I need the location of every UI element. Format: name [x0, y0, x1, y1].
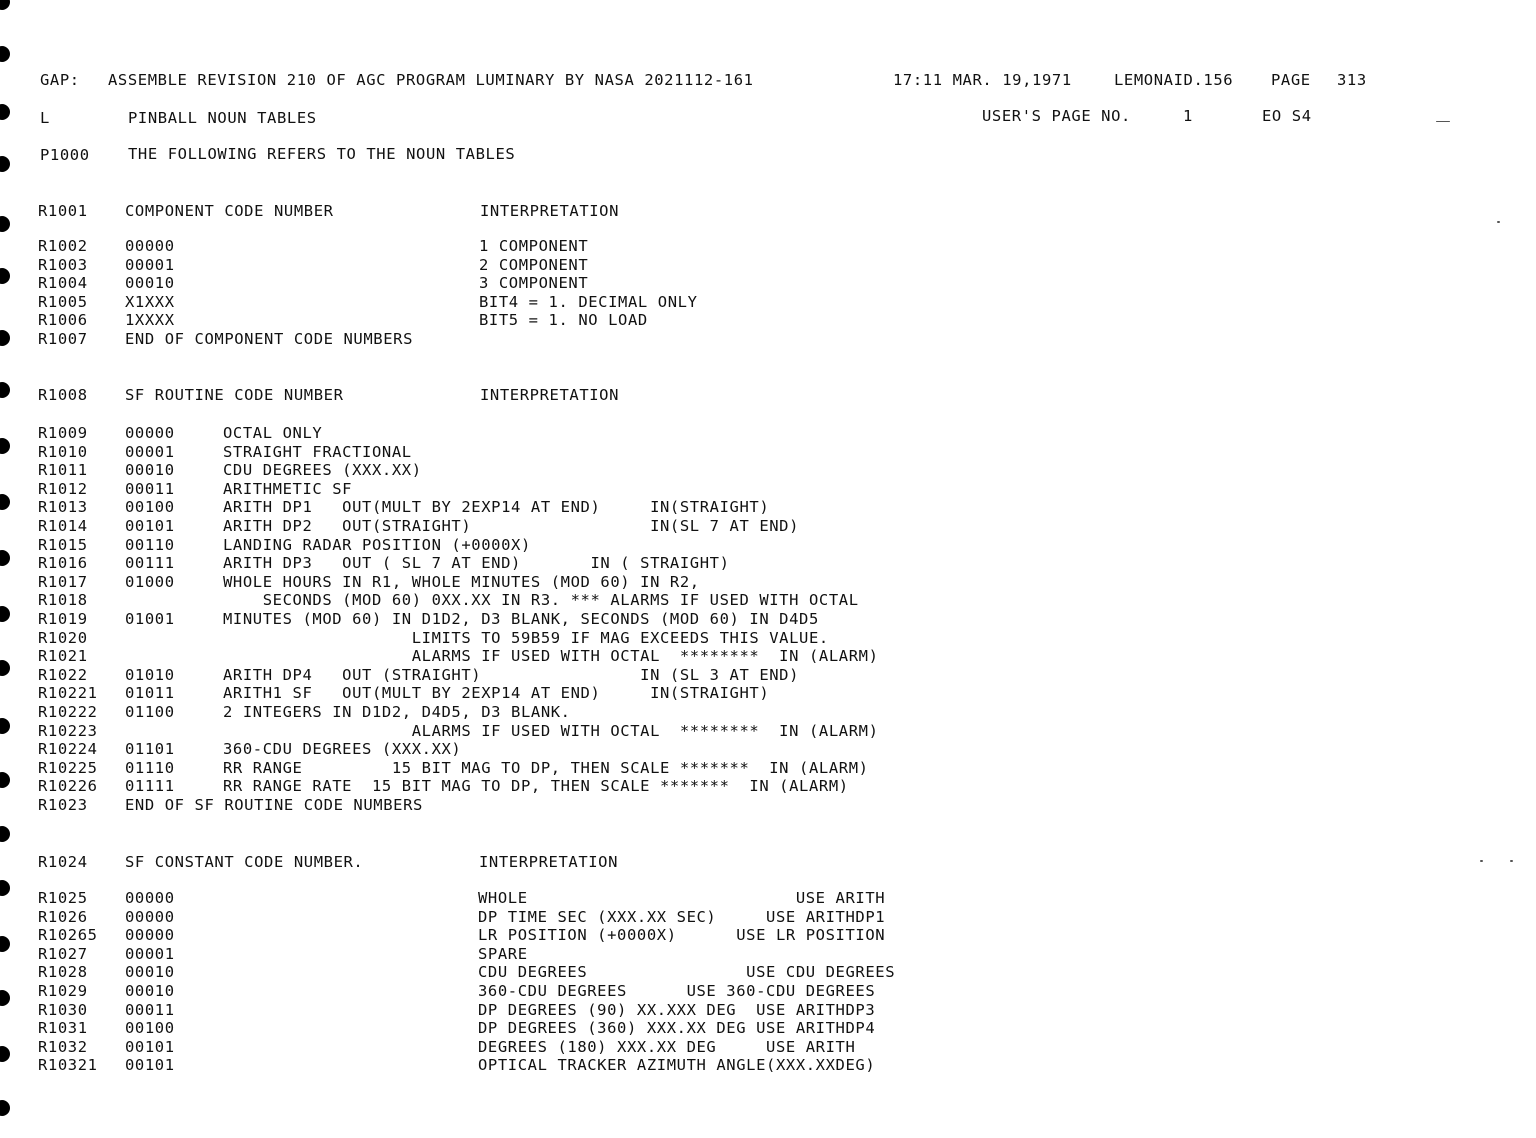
line-id: R1002 — [38, 237, 88, 255]
line-id: R1023 — [38, 796, 88, 814]
line-id: R1001 — [38, 202, 88, 220]
line-id: R1012 — [38, 479, 88, 498]
code-number: 01101 — [125, 740, 175, 759]
interpretation-text: SECONDS (MOD 60) 0XX.XX IN R3. *** ALARMS IF USED WITH OCTAL — [223, 591, 859, 610]
listing-section-title: PINBALL NOUN TABLES — [128, 109, 317, 127]
code-number: 00010 — [125, 461, 175, 480]
code-number: 00001 — [125, 255, 175, 274]
interpretation-text: RR RANGE 15 BIT MAG TO DP, THEN SCALE ******* IN (ALARM) — [223, 758, 869, 777]
code-number: 01011 — [125, 684, 175, 703]
interpretation-text: ARITH1 SF OUT(MULT BY 2EXP14 AT END) IN(STRAIGHT) — [223, 684, 770, 703]
interpretation-text: DP DEGREES (360) XXX.XX DEG USE ARITHDP4 — [478, 1019, 876, 1038]
line-id: R1003 — [38, 255, 88, 274]
interpretation-text: OCTAL ONLY — [223, 424, 323, 442]
eo-code: EO S4 — [1262, 107, 1312, 125]
line-id: R10223 — [38, 721, 98, 740]
column-header: INTERPRETATION — [480, 202, 620, 220]
interpretation-text: DP TIME SEC (XXX.XX SEC) USE ARITHDP1 — [478, 907, 886, 926]
interpretation-text: 2 INTEGERS IN D1D2, D4D5, D3 BLANK. — [223, 703, 571, 721]
interpretation-text: MINUTES (MOD 60) IN D1D2, D3 BLANK, SECONDS (MOD 60) IN D4D5 — [223, 610, 819, 628]
interpretation-text: 360-CDU DEGREES (XXX.XX) — [223, 740, 462, 759]
code-number: 00000 — [125, 889, 175, 907]
line-id: R1008 — [38, 386, 88, 404]
interpretation-text: 2 COMPONENT — [479, 255, 589, 274]
code-number: 00000 — [125, 424, 175, 442]
line-id: R1030 — [38, 1000, 88, 1019]
code-number: 00010 — [125, 963, 175, 982]
listing-page-number: 313 — [1337, 71, 1367, 89]
column-header: COMPONENT CODE NUMBER — [125, 202, 334, 220]
listing-type-code: L — [40, 109, 50, 127]
interpretation-text: LR POSITION (+0000X) USE LR POSITION — [478, 926, 886, 945]
code-number: 00000 — [125, 907, 175, 926]
line-id: R1021 — [38, 647, 88, 666]
line-id: R10265 — [38, 926, 98, 945]
line-id: R1026 — [38, 907, 88, 926]
interpretation-text: LANDING RADAR POSITION (+0000X) — [223, 535, 531, 554]
line-id: R1017 — [38, 572, 88, 591]
line-id: P1000 — [40, 146, 90, 164]
line-id: R1010 — [38, 442, 88, 461]
user-page-label: USER'S PAGE NO. — [982, 107, 1131, 125]
interpretation-text: STRAIGHT FRACTIONAL — [223, 442, 412, 461]
interpretation-text: LIMITS TO 59B59 IF MAG EXCEEDS THIS VALUE. — [223, 628, 829, 647]
code-number: 1XXXX — [125, 311, 175, 330]
interpretation-text: SPARE — [478, 944, 528, 963]
line-id: R1028 — [38, 963, 88, 982]
interpretation-text: ARITH DP3 OUT ( SL 7 AT END) IN ( STRAIGHT) — [223, 554, 730, 573]
line-id: R1004 — [38, 274, 88, 293]
line-id: R1019 — [38, 610, 88, 628]
column-header: INTERPRETATION — [480, 386, 620, 404]
code-number: 00011 — [125, 479, 175, 498]
interpretation-text: ALARMS IF USED WITH OCTAL ******** IN (ALARM) — [223, 647, 879, 666]
listing-job-name: LEMONAID.156 — [1114, 71, 1234, 89]
code-number: 01100 — [125, 703, 175, 721]
listing-gap-label: GAP: — [40, 71, 80, 89]
listing-assemble-line: ASSEMBLE REVISION 210 OF AGC PROGRAM LUMINARY BY NASA 2021112-161 — [108, 71, 754, 89]
line-id: R1013 — [38, 498, 88, 517]
line-id: R1025 — [38, 889, 88, 907]
code-number: 01010 — [125, 665, 175, 684]
code-number: 01111 — [125, 777, 175, 796]
section-end-text: END OF COMPONENT CODE NUMBERS — [125, 330, 414, 348]
interpretation-text: BIT5 = 1. NO LOAD — [479, 311, 648, 330]
line-id: R1009 — [38, 424, 88, 442]
interpretation-text: 3 COMPONENT — [479, 274, 589, 293]
line-id: R1016 — [38, 554, 88, 573]
code-number: 00101 — [125, 517, 175, 535]
interpretation-text: DP DEGREES (90) XX.XXX DEG USE ARITHDP3 — [478, 1000, 876, 1019]
code-number: 00101 — [125, 1037, 175, 1056]
code-number: 00111 — [125, 554, 175, 573]
listing-page-label: PAGE — [1271, 71, 1311, 89]
code-number: 00000 — [125, 926, 175, 945]
interpretation-text: ARITH DP2 OUT(STRAIGHT) IN(SL 7 AT END) — [223, 517, 800, 535]
line-id: R1027 — [38, 944, 88, 963]
interpretation-text: WHOLE USE ARITH — [478, 889, 886, 907]
line-id: R1011 — [38, 461, 88, 480]
user-page-number: 1 — [1183, 107, 1193, 125]
interpretation-text: WHOLE HOURS IN R1, WHOLE MINUTES (MOD 60) IN R2, — [223, 572, 700, 591]
column-header: SF CONSTANT CODE NUMBER. — [125, 853, 364, 871]
code-number: 00001 — [125, 944, 175, 963]
line-id: R1029 — [38, 982, 88, 1000]
interpretation-text: 360-CDU DEGREES USE 360-CDU DEGREES — [478, 982, 876, 1000]
section-end-text: END OF SF ROUTINE CODE NUMBERS — [125, 796, 423, 814]
line-id: R10224 — [38, 740, 98, 759]
code-number: 01110 — [125, 758, 175, 777]
code-number: 00100 — [125, 1019, 175, 1038]
code-number: 00100 — [125, 498, 175, 517]
line-id: R1022 — [38, 665, 88, 684]
column-header: SF ROUTINE CODE NUMBER — [125, 386, 344, 404]
interpretation-text: CDU DEGREES (XXX.XX) — [223, 461, 422, 480]
code-number: 00010 — [125, 982, 175, 1000]
line-id: R1020 — [38, 628, 88, 647]
interpretation-text: ARITH DP1 OUT(MULT BY 2EXP14 AT END) IN(STRAIGHT) — [223, 498, 770, 517]
column-header: INTERPRETATION — [479, 853, 619, 871]
line-id: R1014 — [38, 517, 88, 535]
code-number: 00000 — [125, 237, 175, 255]
interpretation-text: BIT4 = 1. DECIMAL ONLY — [479, 292, 698, 311]
interpretation-text: DEGREES (180) XXX.XX DEG USE ARITH — [478, 1037, 856, 1056]
line-id: R1005 — [38, 292, 88, 311]
line-id: R10222 — [38, 703, 98, 721]
code-number: 00011 — [125, 1000, 175, 1019]
line-id: R1024 — [38, 853, 88, 871]
line-id: R10226 — [38, 777, 98, 796]
line-id: R1006 — [38, 311, 88, 330]
line-id: R1015 — [38, 535, 88, 554]
interpretation-text: RR RANGE RATE 15 BIT MAG TO DP, THEN SCALE ******* IN (ALARM) — [223, 777, 849, 796]
interpretation-text: ARITHMETIC SF — [223, 479, 353, 498]
code-number: 00110 — [125, 535, 175, 554]
interpretation-text: ARITH DP4 OUT (STRAIGHT) IN (SL 3 AT END) — [223, 665, 800, 684]
listing-timestamp: 17:11 MAR. 19,1971 — [893, 71, 1072, 89]
line-id: R1031 — [38, 1019, 88, 1038]
code-number: 00001 — [125, 442, 175, 461]
code-number: 01001 — [125, 610, 175, 628]
line-id: R1018 — [38, 591, 88, 610]
interpretation-text: 1 COMPONENT — [479, 237, 589, 255]
interpretation-text: OPTICAL TRACKER AZIMUTH ANGLE(XXX.XXDEG) — [478, 1056, 876, 1075]
intro-text: THE FOLLOWING REFERS TO THE NOUN TABLES — [128, 145, 516, 163]
interpretation-text: ALARMS IF USED WITH OCTAL ******** IN (ALARM) — [223, 721, 879, 740]
line-id: R10321 — [38, 1056, 98, 1075]
interpretation-text: CDU DEGREES USE CDU DEGREES — [478, 963, 896, 982]
code-number: 00010 — [125, 274, 175, 293]
line-id: R10225 — [38, 758, 98, 777]
line-id: R1032 — [38, 1037, 88, 1056]
line-id: R10221 — [38, 684, 98, 703]
line-id: R1007 — [38, 330, 88, 348]
code-number: 00101 — [125, 1056, 175, 1075]
code-number: 01000 — [125, 572, 175, 591]
code-number: X1XXX — [125, 292, 175, 311]
